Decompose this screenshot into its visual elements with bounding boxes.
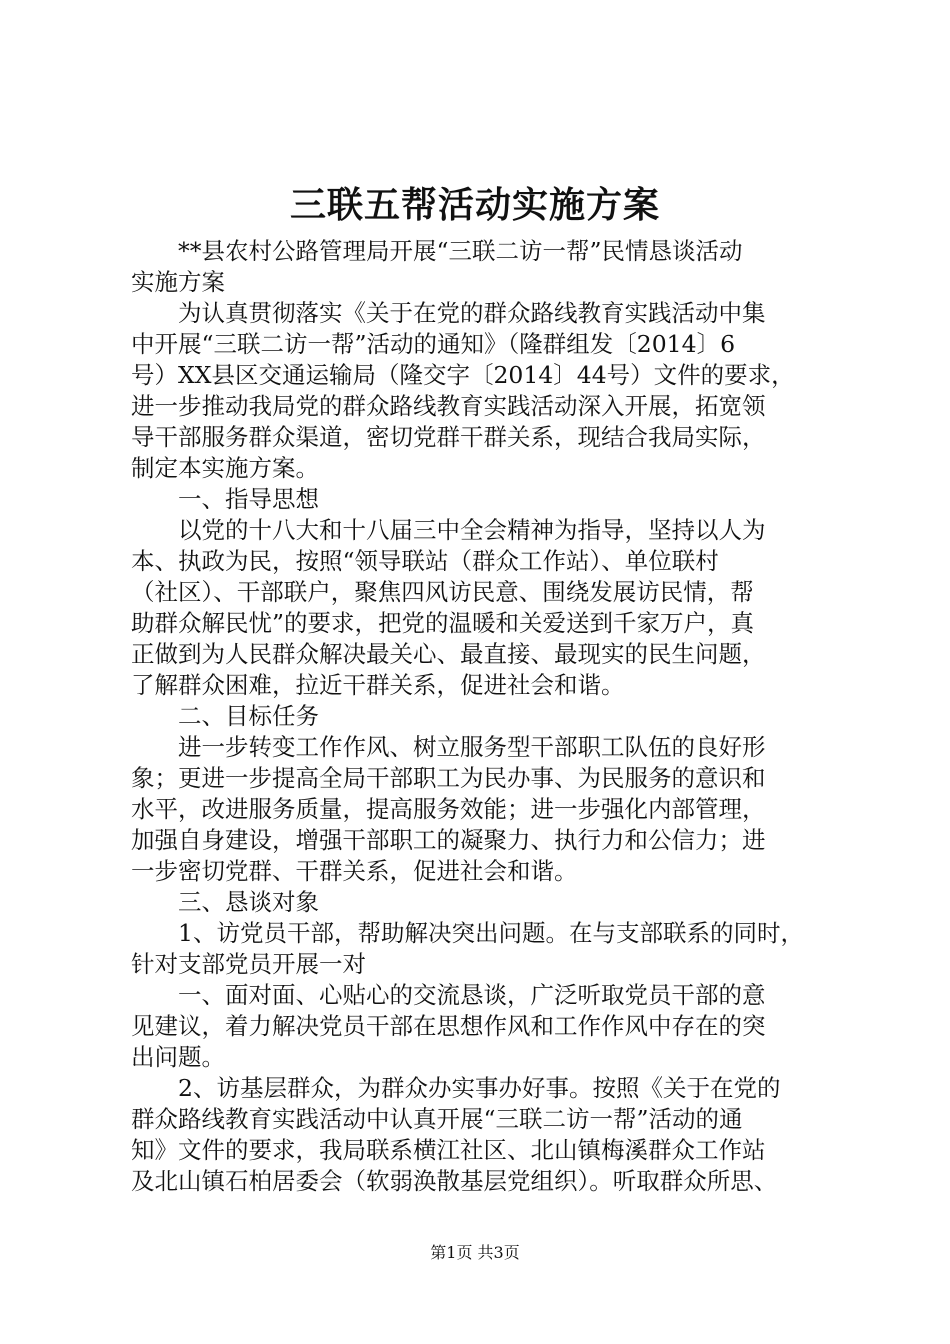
body-line: 水平，改进服务质量，提高服务效能；进一步强化内部管理， <box>131 795 766 823</box>
body-line: 及北山镇石柏居委会（软弱涣散基层党组织）。听取群众所思、 <box>131 1167 778 1195</box>
body-line: 一步密切党群、干群关系，促进社会和谐。 <box>131 857 578 885</box>
body-line: **县农村公路管理局开展“三联二访一帮”民情恳谈活动 <box>131 237 743 265</box>
body-line: 一、面对面、心贴心的交流恳谈，广泛听取党员干部的意 <box>131 981 766 1009</box>
body-line: 见建议，着力解决党员干部在思想作风和工作作风中存在的突 <box>131 1012 766 1040</box>
document-body <box>131 236 831 1197</box>
body-line: 助群众解民忧”的要求，把党的温暖和关爱送到千家万户，真 <box>131 609 755 637</box>
section-heading: 一、指导思想 <box>131 485 319 513</box>
body-line: 正做到为人民群众解决最关心、最直接、最现实的民生问题， <box>131 640 766 668</box>
section-heading: 三、恳谈对象 <box>131 888 319 916</box>
body-line: 中开展“三联二访一帮”活动的通知》（隆群组发〔2014〕6 <box>131 330 736 358</box>
body-line: 为认真贯彻落实《关于在党的群众路线教育实践活动中集 <box>131 299 766 327</box>
body-line: （社区）、干部联户，聚焦四风访民意、围绕发展访民情，帮 <box>131 578 754 606</box>
section-heading: 二、目标任务 <box>131 702 319 730</box>
body-line: 了解群众困难，拉近干群关系，促进社会和谐。 <box>131 671 625 699</box>
body-line: 知》文件的要求，我局联系横江社区、北山镇梅溪群众工作站 <box>131 1136 766 1164</box>
body-line: 实施方案 <box>131 268 225 296</box>
body-line: 进一步转变工作作风、树立服务型干部职工队伍的良好形 <box>131 733 766 761</box>
body-line: 以党的十八大和十八届三中全会精神为指导，坚持以人为 <box>131 516 766 544</box>
body-line: 2、访基层群众，为群众办实事办好事。按照《关于在党的 <box>131 1074 781 1102</box>
body-line: 1、访党员干部，帮助解决突出问题。在与支部联系的同时， <box>131 919 804 947</box>
body-line: 针对支部党员开展一对 <box>131 950 366 978</box>
body-line: 群众路线教育实践活动中认真开展“三联二访一帮”活动的通 <box>131 1105 743 1133</box>
body-line: 导干部服务群众渠道，密切党群干群关系，现结合我局实际， <box>131 423 766 451</box>
document-title: 三联五帮活动实施方案 <box>289 184 660 226</box>
body-line: 出问题。 <box>131 1043 225 1071</box>
body-line: 加强自身建设，增强干部职工的凝聚力、执行力和公信力；进 <box>131 826 766 854</box>
body-line: 号）XX县区交通运输局（隆交字〔2014〕44号）文件的要求， <box>131 361 795 389</box>
body-line: 制定本实施方案。 <box>131 454 319 482</box>
body-line: 象；更进一步提高全局干部职工为民办事、为民服务的意识和 <box>131 764 766 792</box>
body-line: 进一步推动我局党的群众路线教育实践活动深入开展，拓宽领 <box>131 392 766 420</box>
page-number: 第1页 共3页 <box>430 1243 520 1262</box>
body-line: 本、执政为民，按照“领导联站（群众工作站）、单位联村 <box>131 547 719 575</box>
